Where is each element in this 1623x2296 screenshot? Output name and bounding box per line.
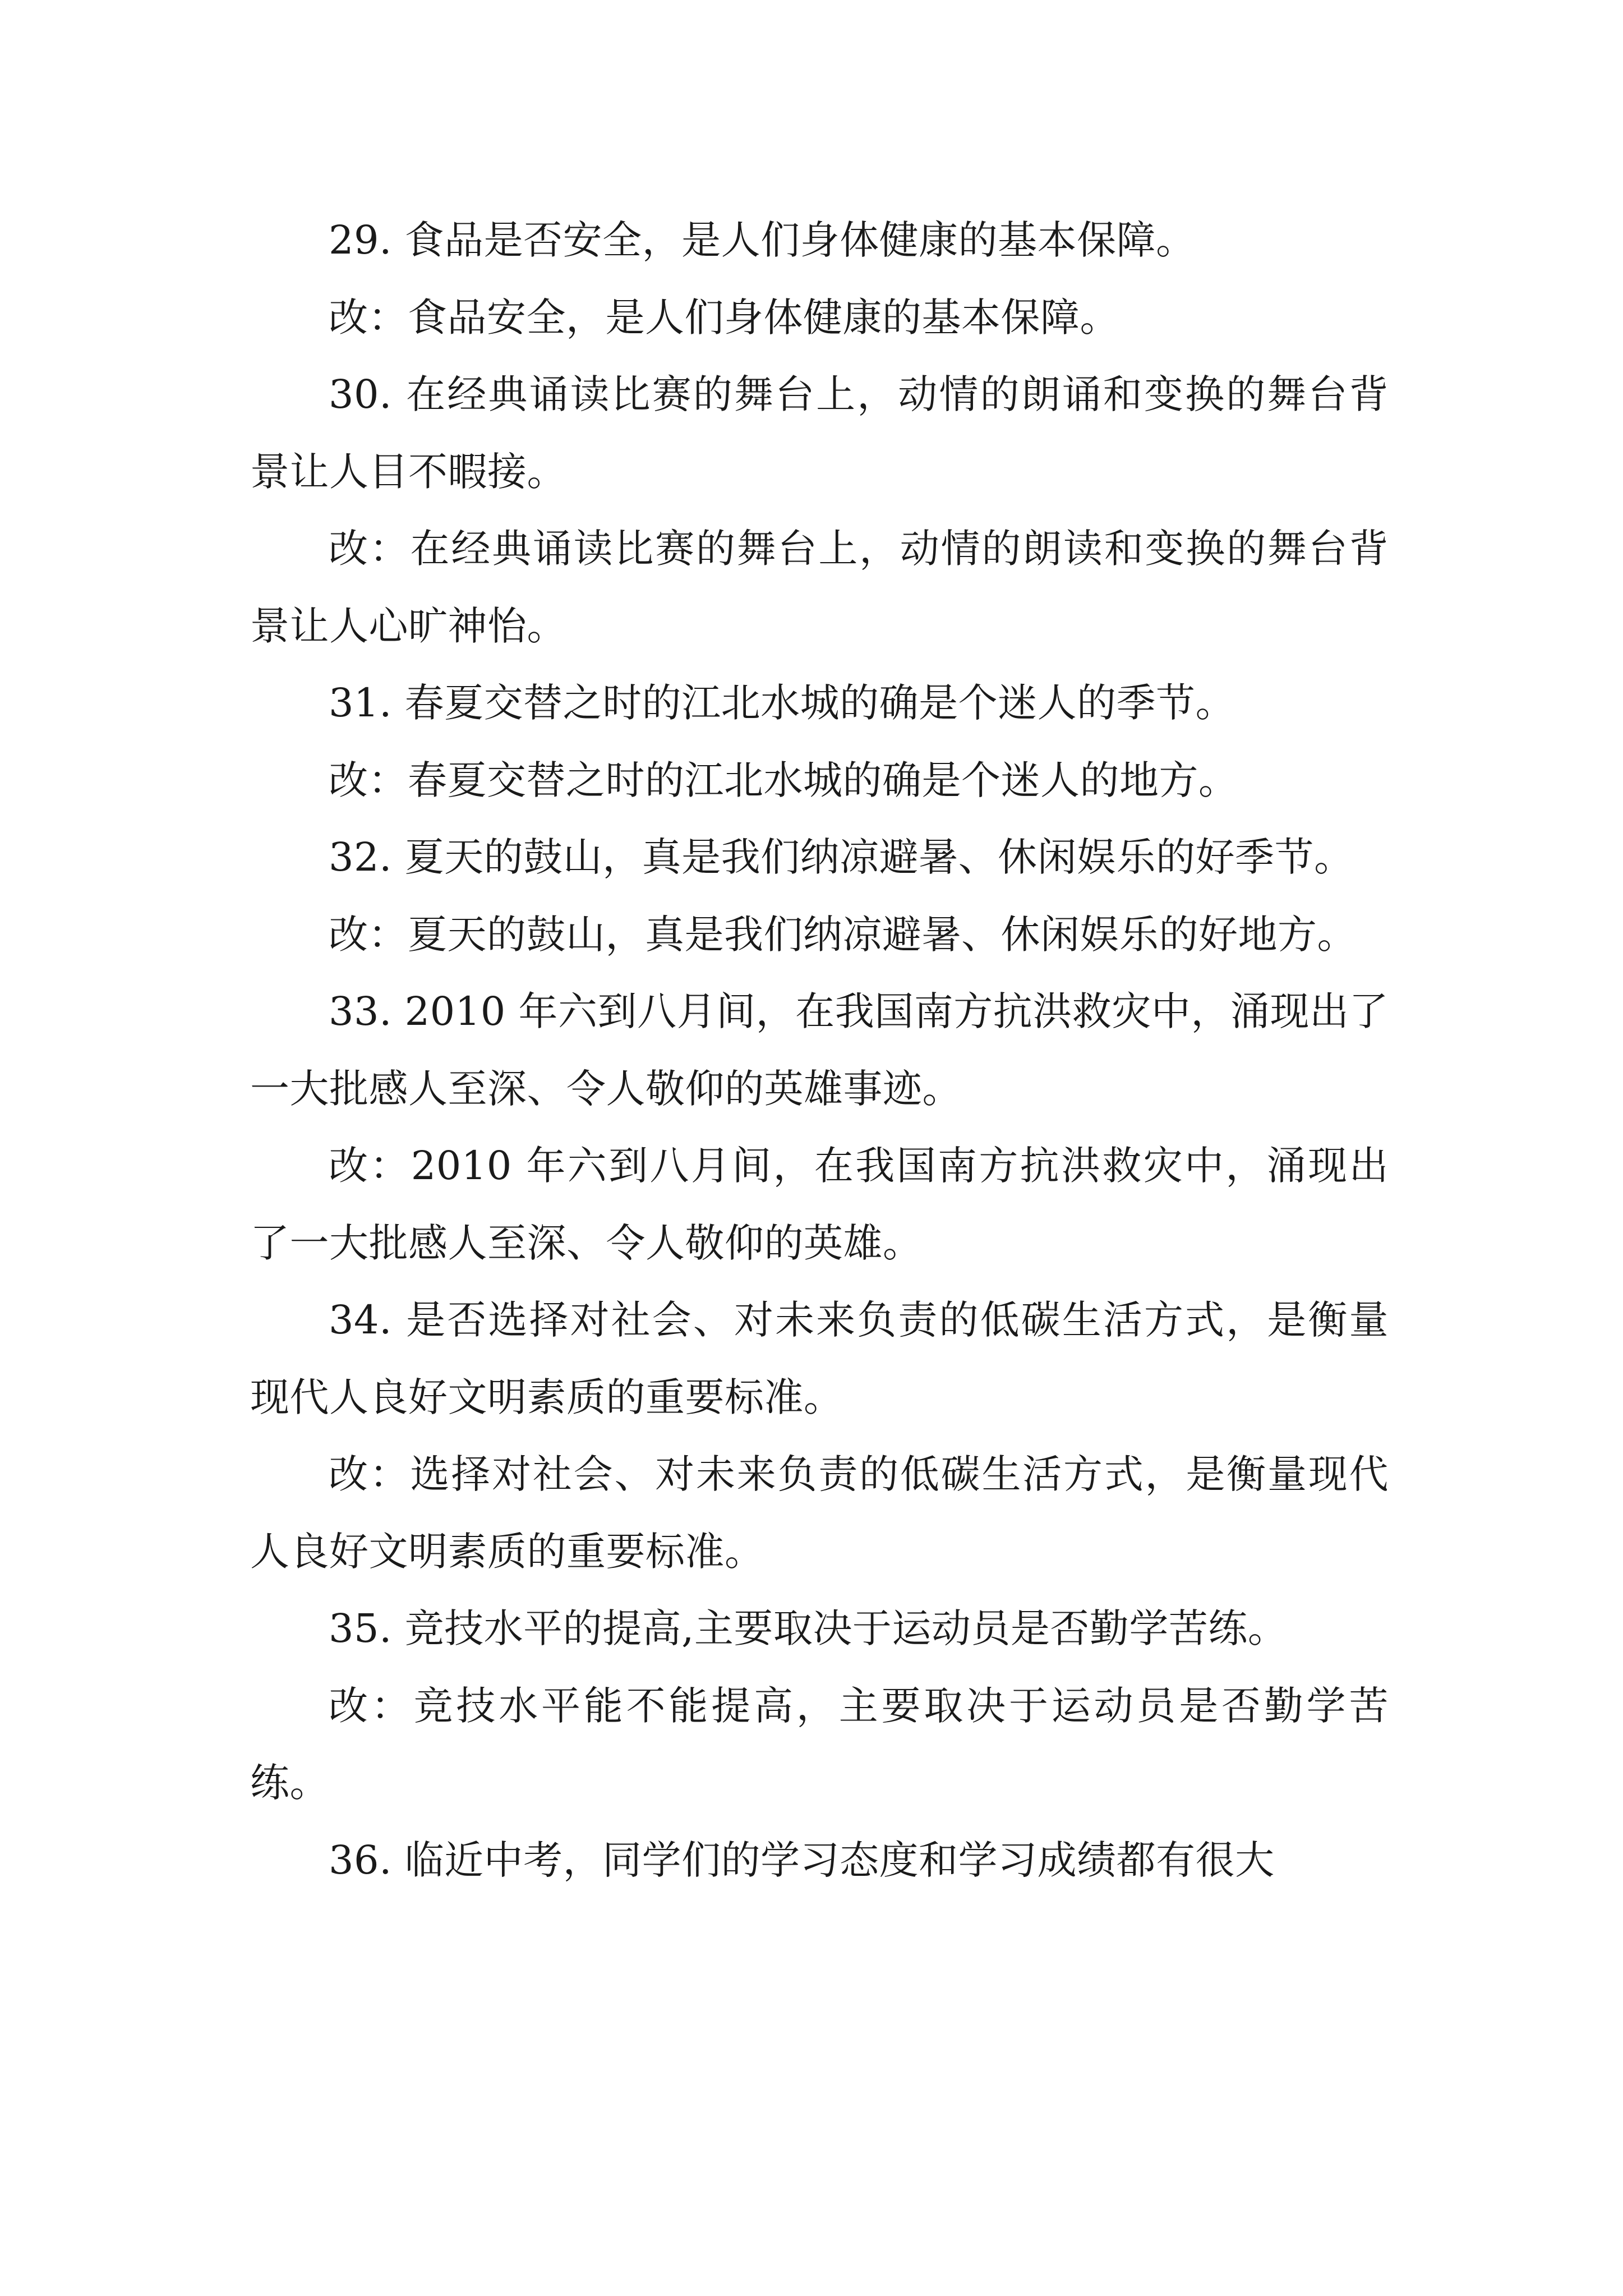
paragraph-item-31: 31. 春夏交替之时的江北水城的确是个迷人的季节。 [329, 680, 1235, 726]
paragraph-correction-31: 改：春夏交替之时的江北水城的确是个迷人的地方。 [329, 757, 1238, 803]
paragraph-correction-33: 改：2010 年六到八月间，在我国南方抗洪救灾中，涌现出了一大批感人至深、令人敬仰的英雄。 [250, 1143, 1389, 1266]
paragraph-item-36: 36. 临近中考，同学们的学习态度和学习成绩都有很大 [329, 1837, 1275, 1883]
document-body [250, 202, 1389, 1899]
paragraph-item-30: 30. 在经典诵读比赛的舞台上，动情的朗诵和变换的舞台背景让人目不暇接。 [250, 371, 1389, 495]
paragraph-item-29: 29. 食品是否安全，是人们身体健康的基本保障。 [329, 217, 1196, 263]
paragraph-item-34: 34. 是否选择对社会、对未来负责的低碳生活方式，是衡量现代人良好文明素质的重要标准。 [250, 1297, 1389, 1420]
paragraph-item-32: 32. 夏天的鼓山，真是我们纳凉避暑、休闲娱乐的好季节。 [329, 834, 1354, 880]
paragraph-correction-34: 改：选择对社会、对未来负责的低碳生活方式，是衡量现代人良好文明素质的重要标准。 [250, 1451, 1389, 1575]
paragraph-correction-29: 改：食品安全，是人们身体健康的基本保障。 [329, 294, 1119, 341]
paragraph-correction-30: 改：在经典诵读比赛的舞台上，动情的朗读和变换的舞台背景让人心旷神怡。 [250, 526, 1389, 649]
paragraph-item-33: 33. 2010 年六到八月间，在我国南方抗洪救灾中，涌现出了一大批感人至深、令人敬仰的英雄事迹。 [250, 988, 1389, 1112]
paragraph-correction-35: 改：竞技水平能不能提高，主要取决于运动员是否勤学苦练。 [250, 1682, 1389, 1806]
paragraph-item-35: 35. 竞技水平的提高,主要取决于运动员是否勤学苦练。 [329, 1605, 1288, 1651]
paragraph-correction-32: 改：夏天的鼓山，真是我们纳凉避暑、休闲娱乐的好地方。 [329, 911, 1357, 958]
